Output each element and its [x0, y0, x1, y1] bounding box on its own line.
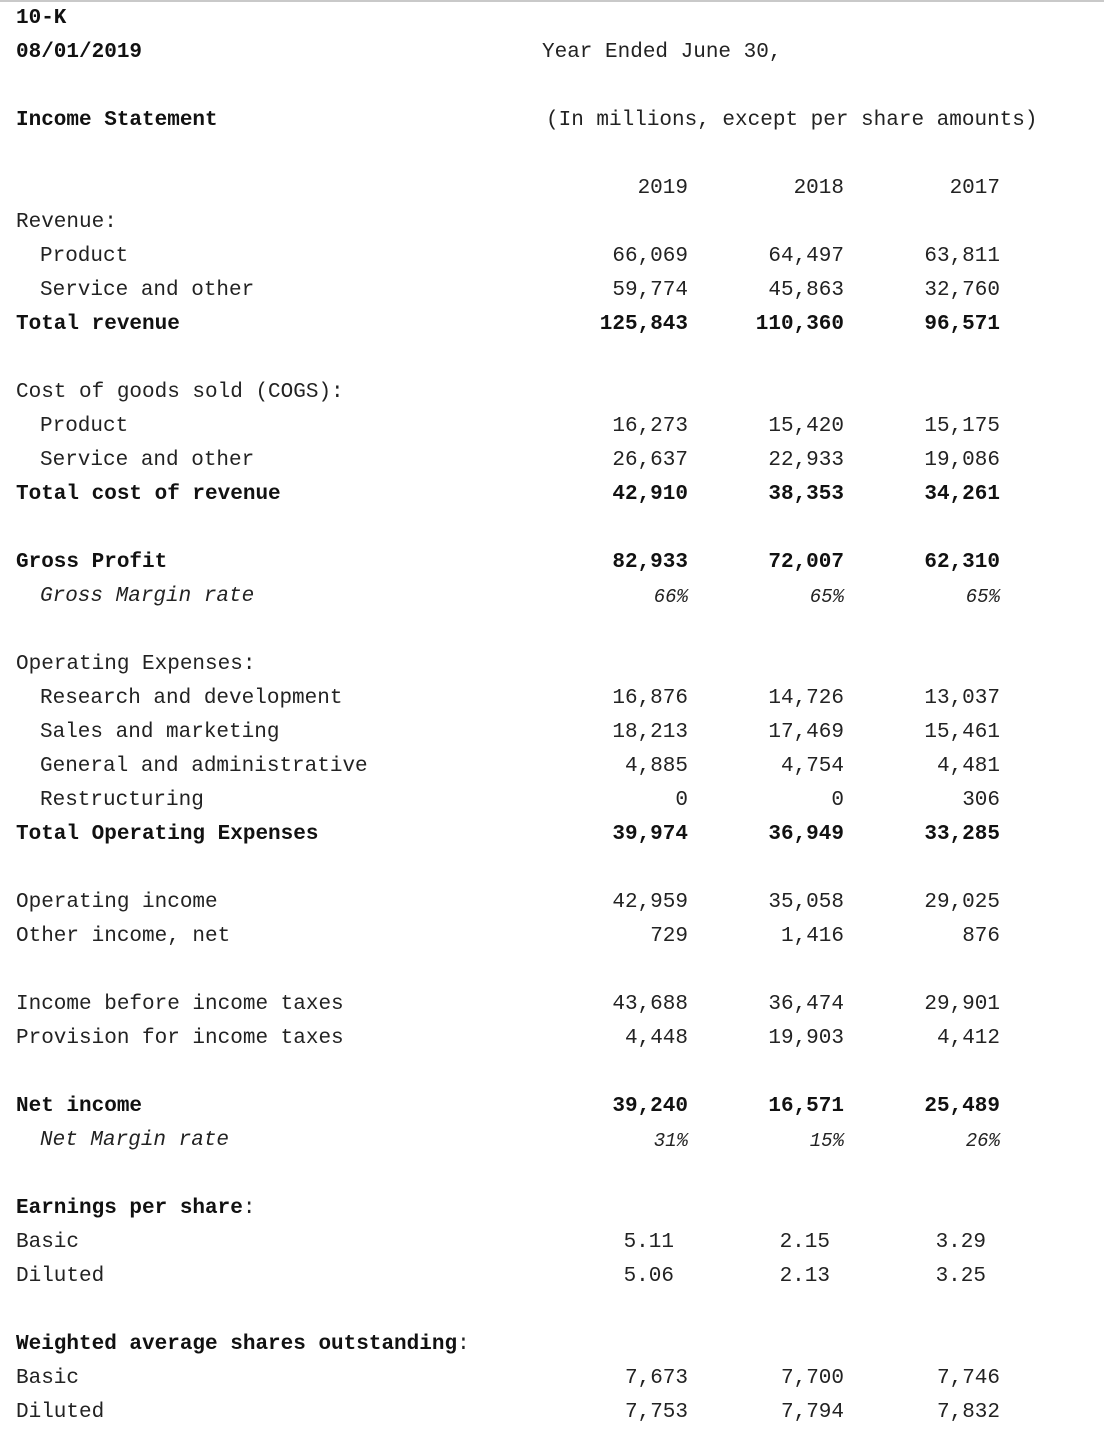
pretax-income-2019: 43,688 [612, 993, 688, 1016]
restructuring-2017: 306 [962, 789, 1000, 812]
rd-2017: 13,037 [924, 687, 1000, 710]
other-income-2019: 729 [650, 925, 688, 948]
cogs-product-2018: 15,420 [768, 415, 844, 438]
cogs-header: Cost of goods sold (COGS): [16, 381, 344, 404]
units-note: (In millions, except per share amounts) [546, 109, 1038, 132]
row-label-cogs-service: Service and other [40, 449, 255, 472]
pretax-income-2018: 36,474 [768, 993, 844, 1016]
row-label-shares-diluted: Diluted [16, 1401, 105, 1424]
rd-2018: 14,726 [768, 687, 844, 710]
eps-diluted-2018: 2.13 [779, 1265, 830, 1288]
row-label-operating-income: Operating income [16, 891, 218, 914]
total-opex-2019: 39,974 [612, 823, 688, 846]
pretax-income-2017: 29,901 [924, 993, 1000, 1016]
operating-income-2019: 42,959 [612, 891, 688, 914]
gross-margin-2018: 65% [809, 586, 844, 608]
gross-profit-2019: 82,933 [612, 551, 688, 574]
year-header-2017: 2017 [949, 177, 1000, 200]
revenue-header: Revenue: [16, 211, 117, 234]
row-label-restructuring: Restructuring [40, 789, 204, 812]
revenue-service-2018: 45,863 [768, 279, 844, 302]
gross-margin-2017: 65% [965, 586, 1000, 608]
shares-diluted-2019: 7,753 [624, 1401, 688, 1424]
restructuring-2019: 0 [675, 789, 688, 812]
shares-header [16, 1328, 470, 1362]
sm-2017: 15,461 [924, 721, 1000, 744]
revenue-product-2018: 64,497 [768, 245, 844, 268]
row-label-total-cost-of-revenue: Total cost of revenue [16, 483, 281, 506]
sm-2018: 17,469 [768, 721, 844, 744]
row-label-eps-diluted: Diluted [16, 1265, 105, 1288]
row-label-sales-marketing: Sales and marketing [40, 721, 280, 744]
total-cost-2018: 38,353 [768, 483, 844, 506]
other-income-2018: 1,416 [780, 925, 844, 948]
tax-provision-2019: 4,448 [624, 1027, 688, 1050]
gross-profit-2018: 72,007 [768, 551, 844, 574]
filing-date: 08/01/2019 [16, 41, 143, 64]
net-income-2018: 16,571 [768, 1095, 844, 1118]
revenue-service-2019: 59,774 [612, 279, 688, 302]
total-revenue-2017: 96,571 [924, 313, 1000, 336]
total-cost-2017: 34,261 [924, 483, 1000, 506]
eps-header-colon: : [242, 1197, 256, 1220]
eps-diluted-2017: 3.25 [935, 1265, 986, 1288]
operating-income-2018: 35,058 [768, 891, 844, 914]
revenue-service-2017: 32,760 [924, 279, 1000, 302]
row-label-shares-basic: Basic [16, 1367, 80, 1390]
eps-basic-2019: 5.11 [623, 1231, 674, 1254]
shares-diluted-2017: 7,832 [936, 1401, 1000, 1424]
gross-margin-2019: 66% [653, 586, 688, 608]
cogs-product-2017: 15,175 [924, 415, 1000, 438]
total-opex-2017: 33,285 [924, 823, 1000, 846]
eps-basic-2017: 3.29 [935, 1231, 986, 1254]
gross-profit-2017: 62,310 [924, 551, 1000, 574]
row-label-gross-profit: Gross Profit [16, 551, 168, 574]
row-label-general-admin: General and administrative [40, 755, 368, 778]
row-label-pretax-income: Income before income taxes [16, 993, 344, 1016]
sm-2019: 18,213 [612, 721, 688, 744]
row-label-gross-margin: Gross Margin rate [40, 585, 255, 608]
row-label-other-income: Other income, net [16, 925, 231, 948]
statement-title: Income Statement [16, 109, 218, 132]
shares-header-text: Weighted average shares outstanding [16, 1333, 458, 1356]
total-revenue-2019: 125,843 [599, 313, 688, 336]
revenue-product-2017: 63,811 [924, 245, 1000, 268]
total-opex-2018: 36,949 [768, 823, 844, 846]
top-divider [0, 0, 1104, 2]
eps-header [16, 1192, 255, 1226]
tax-provision-2018: 19,903 [768, 1027, 844, 1050]
row-label-rd: Research and development [40, 687, 343, 710]
row-label-revenue-service: Service and other [40, 279, 255, 302]
revenue-product-2019: 66,069 [612, 245, 688, 268]
row-label-net-margin: Net Margin rate [40, 1129, 230, 1152]
shares-basic-2018: 7,700 [780, 1367, 844, 1390]
eps-diluted-2019: 5.06 [623, 1265, 674, 1288]
shares-diluted-2018: 7,794 [780, 1401, 844, 1424]
opex-header: Operating Expenses: [16, 653, 256, 676]
other-income-2017: 876 [962, 925, 1000, 948]
rd-2019: 16,876 [612, 687, 688, 710]
row-label-total-revenue: Total revenue [16, 313, 180, 336]
row-label-eps-basic: Basic [16, 1231, 80, 1254]
year-header-2019: 2019 [637, 177, 688, 200]
cogs-product-2019: 16,273 [612, 415, 688, 438]
restructuring-2018: 0 [831, 789, 844, 812]
net-margin-2018: 15% [809, 1130, 844, 1152]
cogs-service-2018: 22,933 [768, 449, 844, 472]
net-income-2019: 39,240 [612, 1095, 688, 1118]
ga-2018: 4,754 [780, 755, 844, 778]
ga-2017: 4,481 [936, 755, 1000, 778]
eps-header-text: Earnings per share [16, 1197, 243, 1220]
ga-2019: 4,885 [624, 755, 688, 778]
shares-basic-2019: 7,673 [624, 1367, 688, 1390]
cogs-service-2017: 19,086 [924, 449, 1000, 472]
net-margin-2017: 26% [965, 1130, 1000, 1152]
total-revenue-2018: 110,360 [755, 313, 844, 336]
row-label-revenue-product: Product [40, 245, 129, 268]
cogs-service-2019: 26,637 [612, 449, 688, 472]
row-label-total-opex: Total Operating Expenses [16, 823, 319, 846]
shares-basic-2017: 7,746 [936, 1367, 1000, 1390]
form-type: 10-K [16, 7, 67, 30]
row-label-tax-provision: Provision for income taxes [16, 1027, 344, 1050]
row-label-cogs-product: Product [40, 415, 129, 438]
period-heading: Year Ended June 30, [542, 41, 782, 64]
total-cost-2019: 42,910 [612, 483, 688, 506]
eps-basic-2018: 2.15 [779, 1231, 830, 1254]
year-header-2018: 2018 [793, 177, 844, 200]
operating-income-2017: 29,025 [924, 891, 1000, 914]
shares-header-colon: : [457, 1333, 470, 1356]
net-margin-2019: 31% [653, 1130, 688, 1152]
net-income-2017: 25,489 [924, 1095, 1000, 1118]
row-label-net-income: Net income [16, 1095, 143, 1118]
tax-provision-2017: 4,412 [936, 1027, 1000, 1050]
